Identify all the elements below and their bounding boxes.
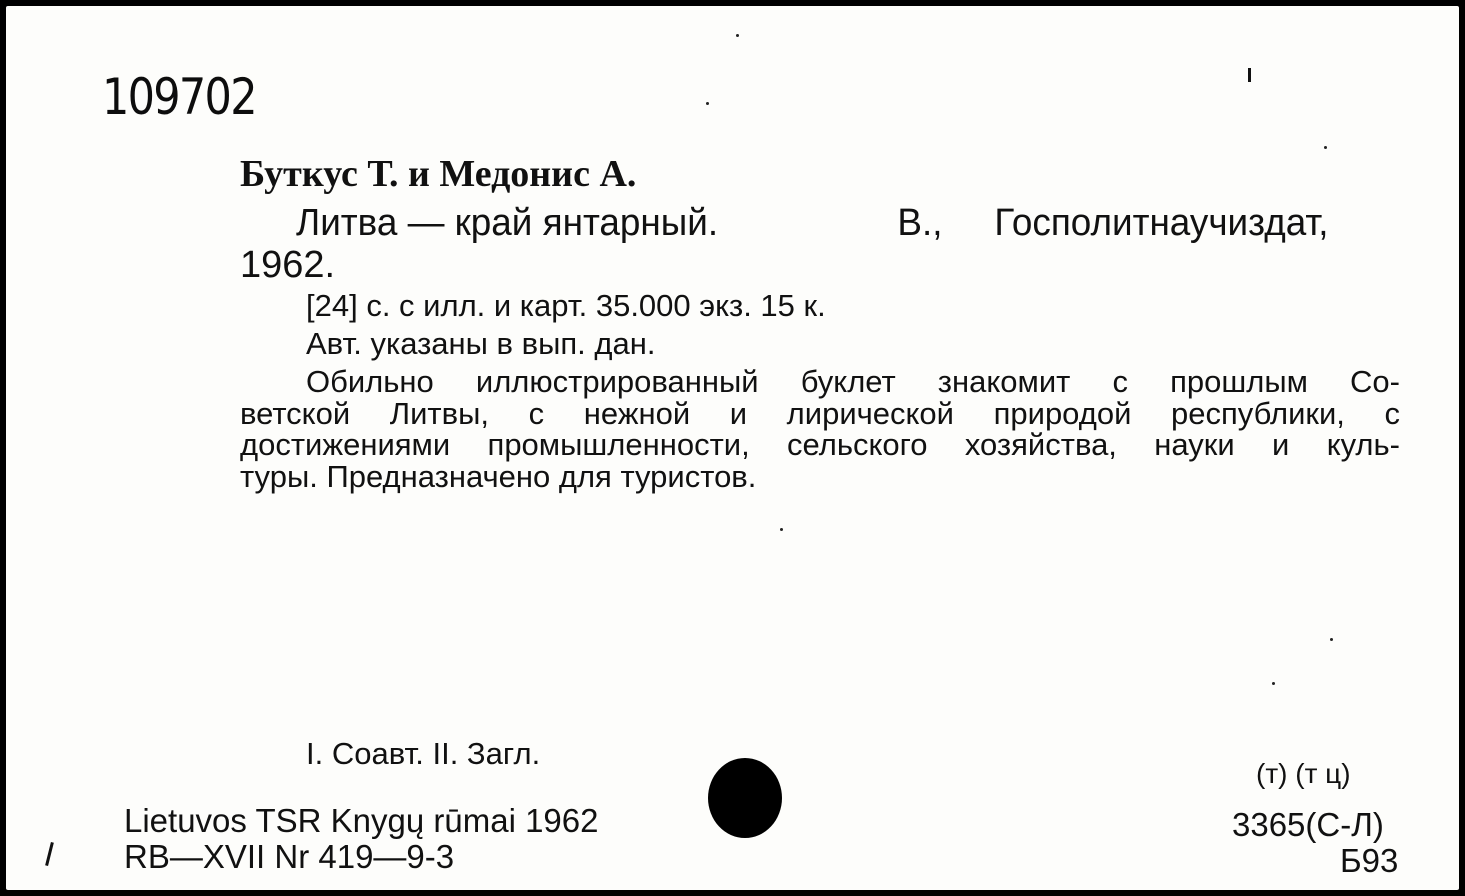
scan-speck: [736, 34, 739, 37]
publisher: Госполитнаучиздат,: [994, 202, 1329, 244]
scan-speck: [706, 102, 709, 105]
scan-mark: [45, 842, 54, 866]
annotation-line: ветской Литвы, с нежной и лирической природой республики, с: [240, 395, 1400, 431]
scan-speck: [1330, 638, 1333, 641]
scan-speck: [1272, 682, 1275, 685]
author-mark: Б93: [1340, 842, 1399, 879]
publication-year: 1962.: [240, 244, 336, 286]
punch-hole: [708, 758, 782, 838]
book-title: Литва — край янтарный.: [296, 202, 719, 244]
scan-speck: [1324, 146, 1327, 149]
annotation-line: туры. Предназначено для туристов.: [240, 458, 757, 494]
publication-city: В.,: [897, 202, 943, 244]
classification-mark: (т) (т ц): [1256, 758, 1351, 789]
title-line: [296, 202, 1371, 245]
physical-description: [24] с. с илл. и карт. 35.000 экз. 15 к.: [306, 288, 826, 323]
scan-mark: [1248, 68, 1251, 82]
annotation-line: достижениями промышленности, сельского хозяйства, науки и куль-: [240, 427, 1400, 462]
classification-code: 3365(С-Л): [1232, 806, 1384, 843]
annotation: [240, 366, 1400, 492]
index-entries: I. Соавт. II. Загл.: [306, 736, 541, 771]
record-number: RB—XVII Nr 419—9-3: [124, 838, 455, 875]
handwritten-inventory-number: 109702: [102, 68, 256, 126]
scan-speck: [780, 528, 783, 531]
catalog-card: [6, 6, 1459, 890]
author-heading: Буткус Т. и Медонис А.: [240, 153, 637, 195]
annotation-line: Обильно иллюстрированный буклет знакомит с прошлым Со-: [306, 364, 1400, 399]
book-chamber-line: Lietuvos TSR Knygų rūmai 1962: [124, 802, 599, 839]
authorship-note: Авт. указаны в вып. дан.: [306, 326, 656, 361]
